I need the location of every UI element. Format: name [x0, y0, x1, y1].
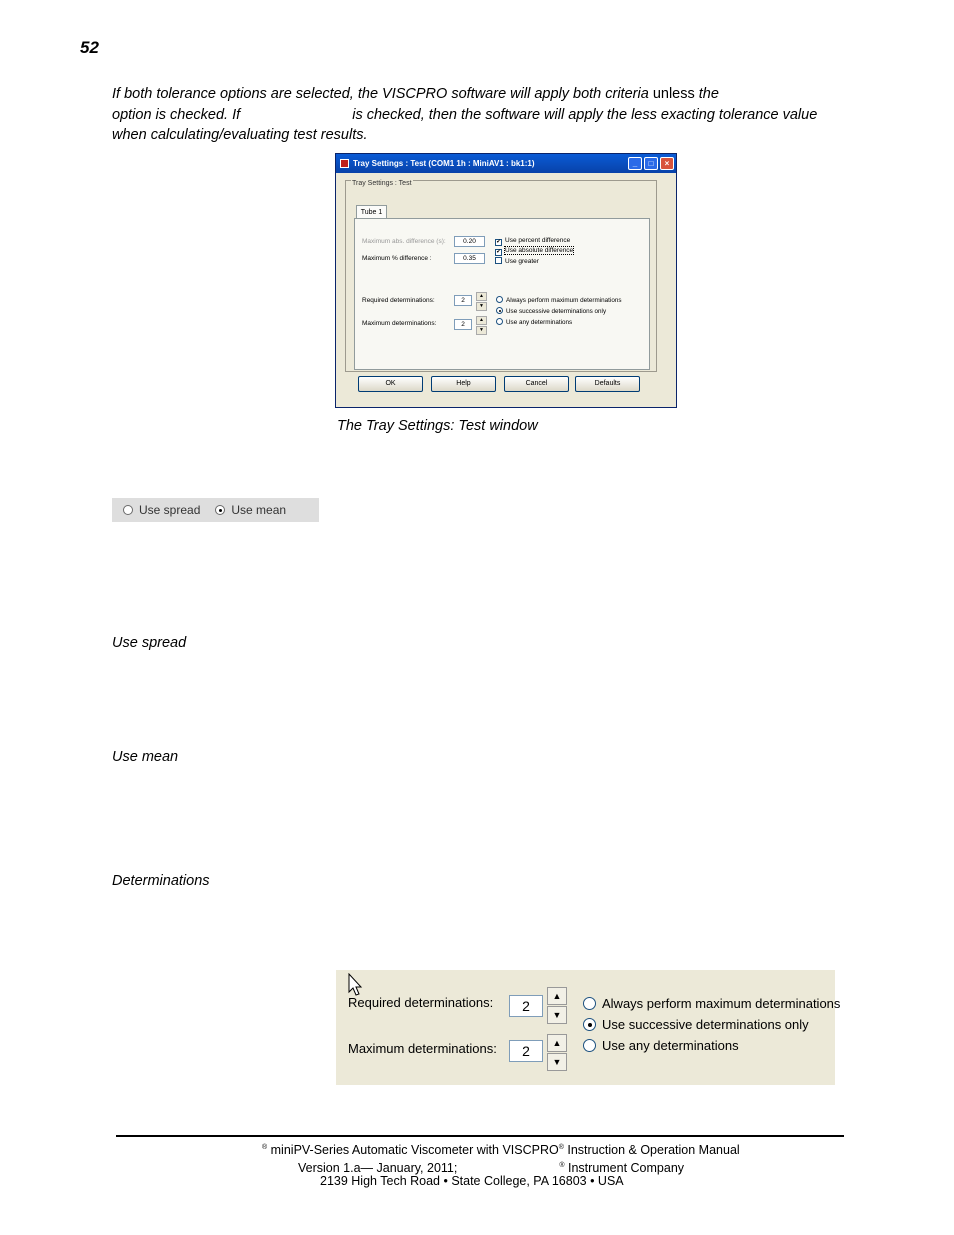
always-label: Always perform maximum determinations — [506, 297, 622, 304]
term-use-spread: Use spread — [112, 635, 187, 651]
checkbox-checked-icon — [495, 239, 502, 246]
any-label: Use any determinations — [602, 1038, 739, 1053]
required-det-spinner[interactable] — [476, 292, 487, 311]
footer-text: miniPV-Series Automatic Viscometer with VISCPRO — [267, 1143, 559, 1157]
footer-line-3: 2139 High Tech Road • State College, PA 16803 • USA — [320, 1174, 624, 1188]
use-percent-label: Use percent difference — [505, 237, 571, 244]
help-button[interactable]: Help — [431, 376, 496, 392]
always-radio[interactable] — [583, 996, 840, 1011]
close-icon[interactable]: × — [660, 157, 674, 170]
use-greater-label: Use greater — [505, 258, 539, 265]
intro-text-1: If both tolerance options are selected, the VISCPRO software will apply both criteria — [112, 86, 653, 102]
footer-text: Instruction & Operation Manual — [563, 1143, 740, 1157]
intro-text-2: the — [694, 86, 723, 102]
window-titlebar — [336, 154, 676, 173]
use-percent-checkbox[interactable] — [495, 237, 570, 246]
checkbox-icon — [495, 257, 502, 264]
maximum-det-spinner[interactable] — [547, 1034, 567, 1071]
radio-icon — [496, 296, 503, 303]
maximum-det-input[interactable]: 2 — [454, 319, 472, 330]
determinations-panel — [336, 970, 841, 1085]
use-spread-radio[interactable] — [123, 503, 200, 517]
maximum-det-label: Maximum determinations: — [348, 1041, 497, 1056]
term-use-mean: Use mean — [112, 749, 179, 765]
window-title: Tray Settings : Test (COM1 1h : MiniAV1 : bk1:1) — [353, 159, 535, 168]
spin-up-icon[interactable]: ▲ — [476, 292, 487, 301]
ok-button[interactable]: OK — [358, 376, 423, 392]
radio-icon — [583, 1039, 596, 1052]
required-det-input[interactable]: 2 — [509, 995, 543, 1017]
use-mean-label: Use mean — [231, 503, 287, 517]
checkbox-checked-icon — [495, 249, 502, 256]
spin-up-icon[interactable]: ▲ — [547, 1034, 567, 1052]
use-absolute-label: Use absolute difference — [505, 247, 574, 254]
page-number: 52 — [80, 38, 99, 57]
use-absolute-checkbox[interactable] — [495, 247, 573, 256]
use-greater-checkbox[interactable] — [495, 257, 539, 265]
mouse-cursor-icon — [348, 973, 364, 997]
footer-text: Version 1.a— January, 2011; — [298, 1161, 458, 1175]
footer-rule — [116, 1135, 844, 1137]
always-label: Always perform maximum determinations — [602, 996, 841, 1011]
minimize-icon[interactable]: _ — [628, 157, 642, 170]
spin-up-icon[interactable]: ▲ — [547, 987, 567, 1005]
group-label: Tray Settings : Test — [352, 180, 412, 187]
radio-icon — [123, 505, 133, 515]
radio-selected-icon — [215, 505, 225, 515]
registered-mark: ® — [559, 1162, 565, 1169]
cancel-button[interactable]: Cancel — [504, 376, 569, 392]
spin-down-icon[interactable]: ▼ — [476, 326, 487, 335]
spread-mean-radios — [112, 498, 319, 522]
figure-caption: The Tray Settings: Test window — [337, 418, 538, 434]
max-abs-label: Maximum abs. difference (s): — [362, 238, 446, 245]
app-icon — [340, 159, 349, 168]
required-det-input[interactable]: 2 — [454, 295, 472, 306]
successive-radio[interactable] — [583, 1017, 809, 1032]
required-det-spinner[interactable] — [547, 987, 567, 1024]
spin-up-icon[interactable]: ▲ — [476, 316, 487, 325]
term-determinations: Determinations — [112, 873, 210, 889]
intro-text-3: option is checked. If — [112, 106, 245, 123]
radio-icon — [496, 318, 503, 325]
registered-mark: ® — [558, 1144, 564, 1151]
successive-label: Use successive determinations only — [506, 308, 607, 315]
radio-selected-icon — [583, 1018, 596, 1031]
registered-mark: ® — [262, 1144, 268, 1151]
footer-line-1 — [262, 1139, 740, 1159]
maximum-det-input[interactable]: 2 — [509, 1040, 543, 1062]
spin-down-icon[interactable]: ▼ — [476, 302, 487, 311]
any-radio[interactable] — [583, 1038, 739, 1053]
spin-down-icon[interactable]: ▼ — [547, 1053, 567, 1071]
maximum-det-spinner[interactable] — [476, 316, 487, 335]
defaults-button[interactable]: Defaults — [575, 376, 640, 392]
use-mean-radio[interactable] — [215, 503, 286, 517]
maximize-icon[interactable]: □ — [644, 157, 658, 170]
required-det-label: Required determinations: — [348, 995, 494, 1010]
tray-settings-window — [335, 153, 677, 408]
radio-selected-icon — [496, 307, 503, 314]
max-abs-input[interactable]: 0.20 — [454, 236, 485, 247]
successive-radio[interactable] — [496, 307, 606, 315]
maximum-det-label: Maximum determinations: — [362, 320, 437, 327]
radio-icon — [583, 997, 596, 1010]
always-radio[interactable] — [496, 296, 621, 304]
max-pct-label: Maximum % difference : — [362, 255, 432, 262]
intro-text-4: is checked, then the software will apply the less exacting tolerance value when calculating/evaluating test results. — [112, 106, 818, 143]
footer-text: Instrument Company — [564, 1161, 685, 1175]
any-label: Use any determinations — [506, 319, 573, 326]
max-pct-input[interactable]: 0.35 — [454, 253, 485, 264]
intro-paragraph — [112, 84, 822, 146]
spin-down-icon[interactable]: ▼ — [547, 1006, 567, 1024]
intro-unless: unless — [652, 86, 695, 102]
use-spread-label: Use spread — [139, 503, 201, 517]
any-radio[interactable] — [496, 318, 572, 326]
successive-label: Use successive determinations only — [602, 1017, 809, 1032]
required-det-label: Required determinations: — [362, 297, 435, 304]
tab-tube-1[interactable]: Tube 1 — [356, 205, 387, 219]
